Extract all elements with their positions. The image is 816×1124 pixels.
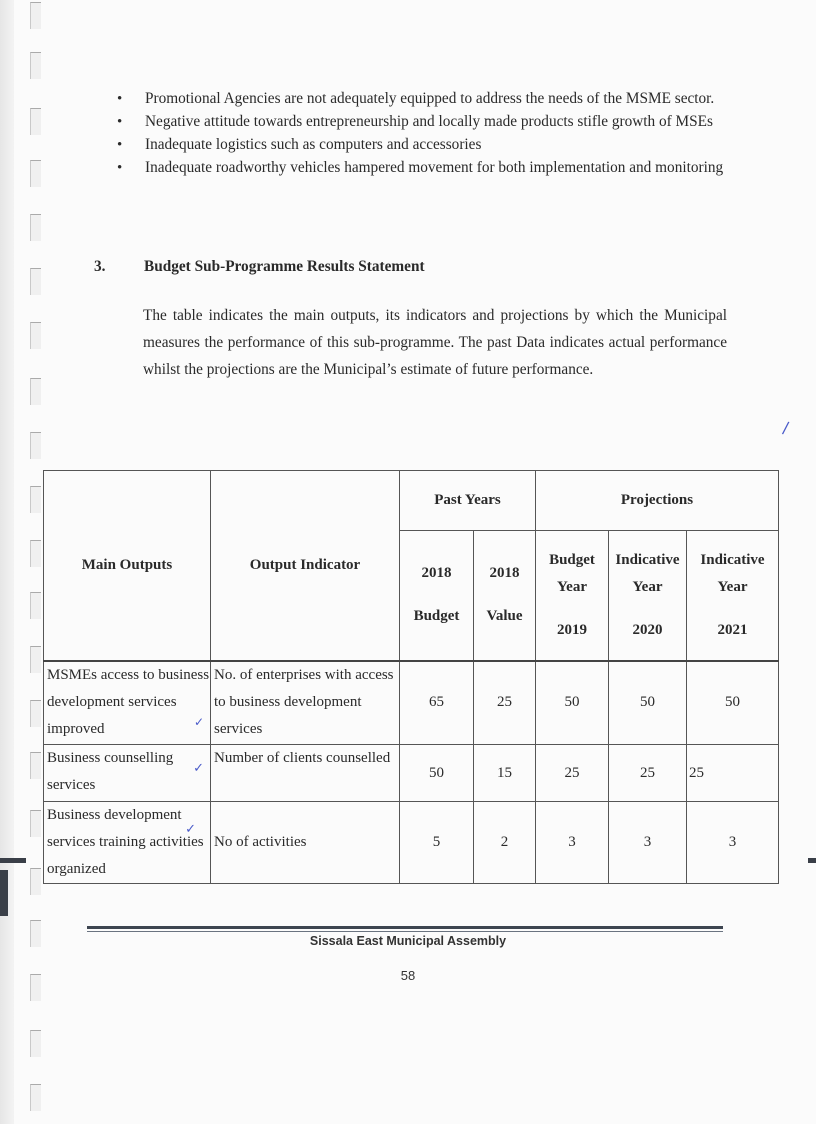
cell-2019: 25 <box>536 745 609 802</box>
header-main-outputs: Main Outputs <box>44 471 211 661</box>
footer-divider <box>87 926 723 932</box>
binding-hole <box>30 646 41 673</box>
cell-2019: 50 <box>536 661 609 745</box>
scan-artifact <box>808 858 816 863</box>
binding-hole <box>30 432 41 459</box>
main-output-text: MSMEs access to business development services improved <box>47 666 210 737</box>
header-line: Value <box>486 608 523 625</box>
cell-2021: 25 <box>687 745 779 802</box>
cell-2019: 3 <box>536 802 609 884</box>
header-line: Indicative <box>615 551 680 568</box>
header-2018-value <box>474 531 536 661</box>
pen-slash-mark: / <box>781 417 790 438</box>
header-line: Budget <box>549 551 595 568</box>
results-table <box>43 470 779 884</box>
cell-2021: 50 <box>687 661 779 745</box>
main-output-text: Business development services training activities organized <box>47 807 204 877</box>
binding-hole <box>30 1030 41 1057</box>
pen-check-mark: ✓ <box>193 715 204 729</box>
bullet-item: • Inadequate roadworthy vehicles hampered movement for both implementation and monitoring <box>117 159 729 177</box>
header-output-indicator: Output Indicator <box>211 471 400 661</box>
cell-main-output <box>44 661 211 745</box>
cell-2018-value: 25 <box>474 661 536 745</box>
header-line: 2018 <box>489 565 520 582</box>
header-line: Budget <box>413 608 460 625</box>
cell-2020: 25 <box>609 745 687 802</box>
header-2021 <box>687 531 779 661</box>
binding-hole <box>30 810 41 837</box>
footer-title: Sissala East Municipal Assembly <box>309 934 507 948</box>
binding-hole <box>30 322 41 349</box>
cell-2020: 3 <box>609 802 687 884</box>
cell-2021: 3 <box>687 802 779 884</box>
bullet-item: • Inadequate logistics such as computers and accessories <box>117 136 729 154</box>
cell-2018-budget: 65 <box>400 661 474 745</box>
binding-hole <box>30 268 41 295</box>
binding-hole <box>30 108 41 135</box>
table-row <box>44 661 779 745</box>
table-row <box>44 802 779 884</box>
binding-hole <box>30 752 41 779</box>
cell-2018-budget: 50 <box>400 745 474 802</box>
header-line: 2018 <box>421 565 452 582</box>
section-intro-paragraph: The table indicates the main outputs, its indicators and projections by which the Municipal measures the performance of this sub-programme. The past Data indicates actual performance whilst the projections are the Municipal’s estimate of future performance. <box>143 307 727 378</box>
scan-artifact <box>0 858 26 863</box>
cell-main-output <box>44 745 211 802</box>
bullet-item: • Negative attitude towards entrepreneurship and locally made products stifle growth of MSEs <box>117 113 729 131</box>
header-2020 <box>609 531 687 661</box>
table-header <box>44 471 779 661</box>
binding-hole <box>30 700 41 727</box>
table-row <box>44 745 779 802</box>
binding-hole <box>30 540 41 567</box>
cell-main-output <box>44 802 211 884</box>
cell-indicator: No of activities <box>211 802 400 884</box>
binding-hole <box>30 52 41 79</box>
header-line: 2019 <box>557 621 587 638</box>
cell-indicator: No. of enterprises with access to business development services <box>211 661 400 745</box>
binding-hole <box>30 214 41 241</box>
binding-hole <box>30 868 41 895</box>
header-line: Year <box>717 578 748 595</box>
cell-indicator: Number of clients counselled <box>211 745 400 802</box>
main-output-text: Business counselling services <box>47 750 174 793</box>
constraints-bullet-list <box>117 90 729 182</box>
header-line: Indicative <box>700 551 765 568</box>
section-number: 3. <box>94 258 106 275</box>
pen-check-mark: ✓ <box>193 761 204 776</box>
scan-binding-edge <box>0 0 14 1124</box>
binding-hole <box>30 378 41 405</box>
binding-hole <box>30 486 41 513</box>
header-past-years: Past Years <box>400 471 536 531</box>
bullet-item: • Promotional Agencies are not adequately equipped to address the needs of the MSME sector. <box>117 90 729 108</box>
header-line: 2020 <box>632 621 663 638</box>
binding-hole <box>30 160 41 187</box>
header-line: Year <box>557 578 587 595</box>
binding-hole <box>30 592 41 619</box>
cell-2018-value: 2 <box>474 802 536 884</box>
scan-artifact <box>0 870 8 916</box>
cell-2018-budget: 5 <box>400 802 474 884</box>
header-projections: Projections <box>536 471 779 531</box>
binding-hole <box>30 2 41 29</box>
cell-2018-value: 15 <box>474 745 536 802</box>
cell-2020: 50 <box>609 661 687 745</box>
section-title: Budget Sub-Programme Results Statement <box>144 258 425 275</box>
pen-check-mark: ✓ <box>185 822 196 837</box>
page-number: 58 <box>400 968 416 983</box>
header-2018-budget <box>400 531 474 661</box>
header-2019 <box>536 531 609 661</box>
header-line: 2021 <box>717 621 748 638</box>
header-line: Year <box>632 578 663 595</box>
binding-hole <box>30 1084 41 1111</box>
